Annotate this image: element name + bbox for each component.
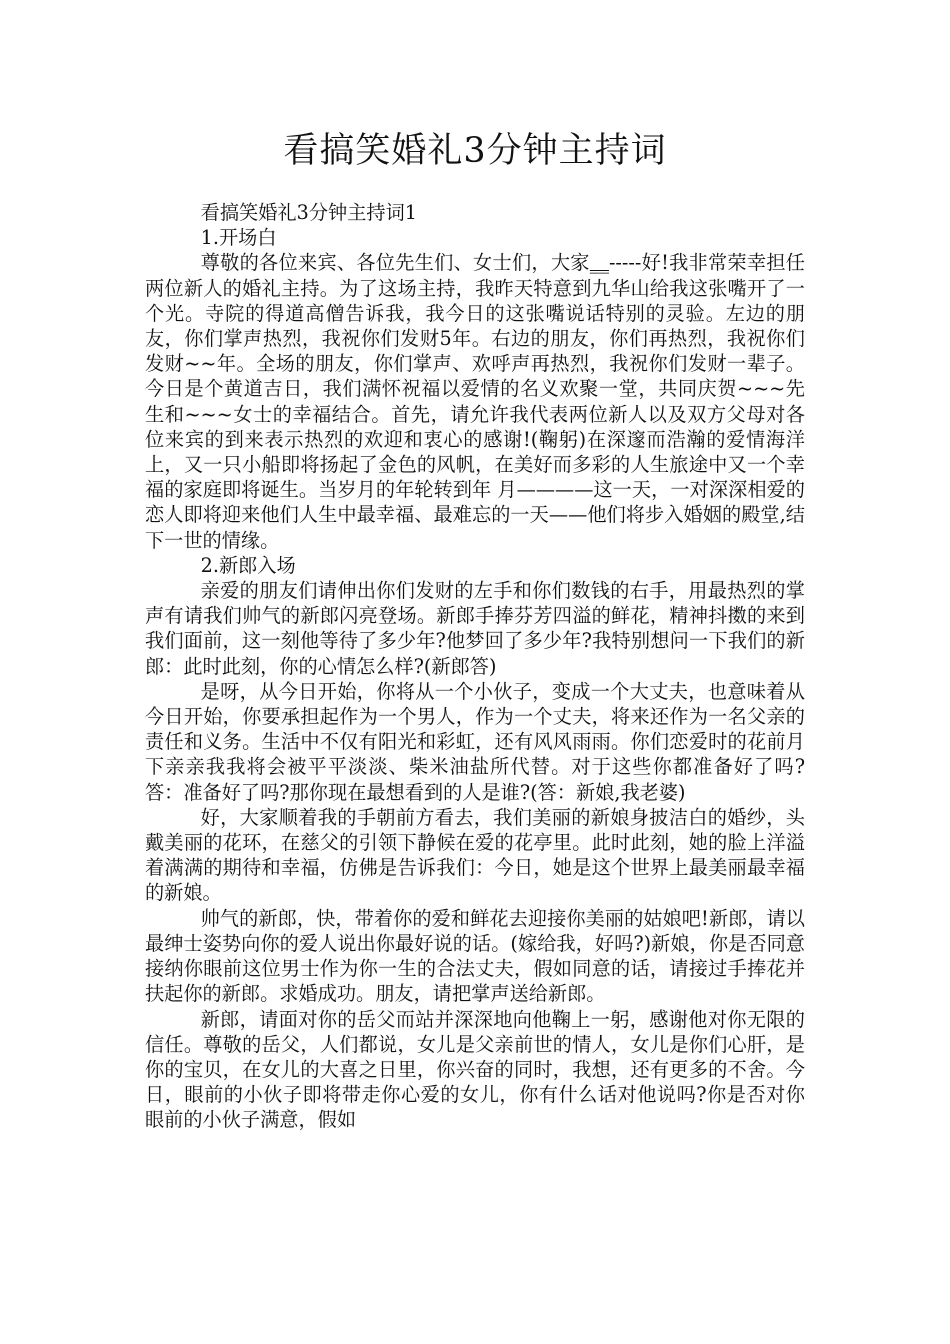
section-heading-opening: 1.开场白	[200, 226, 277, 250]
paragraph-bride-appearance: 好，大家顺着我的手朝前方看去，我们美丽的新娘身披洁白的婚纱，头戴美丽的花环，在慈父的引领下静候在爱的花亭里。此时此刻，她的脸上洋溢着满满的期待和幸福，仿佛是告诉我们：今日，她是这个世界上最美丽最幸福的新娘。	[145, 805, 805, 905]
document-body	[145, 200, 805, 1133]
document-subtitle: 看搞笑婚礼3分钟主持词1	[200, 201, 417, 224]
paragraph-proposal: 帅气的新郎，快，带着你的爱和鲜花去迎接你美丽的姑娘吧!新郎，请以最绅士姿势向你的爱人说出你最好说的话。(嫁给我，好吗?)新娘，你是否同意接纳你眼前这位男士作为你一生的合法丈夫，假如同意的话，请接过手捧花并扶起你的新郎。求婚成功。朋友，请把掌声送给新郎。	[145, 906, 805, 1006]
paragraph-opening-text-end: -----好!我非常荣幸担任两位新人的婚礼主持。为了这场主持，我昨天特意到九华山给我这张嘴开了一个光。寺院的得道高僧告诉我，我今日的这张嘴说话特别的灵验。左边的朋友，你们掌声热烈，我祝你们发财5年。右边的朋友，你们再热烈，我祝你们发财~~年。全场的朋友，你们掌声、欢呼声再热烈，我祝你们发财一辈子。今日是个黄道吉日，我们满怀祝福以爱情的名义欢聚一堂，共同庆贺~~~先生和~~~女士的幸福结合。首先，请允许我代表两位新人以及双方父母对各位来宾的到来表示热烈的欢迎和衷心的感谢!(鞠躬)在深邃而浩瀚的爱情海洋上，又一只小船即将扬起了金色的风帆，在美好而多彩的人生旅途中又一个幸福的家庭即将诞生。当岁月的年轮转到年 月————这一天，一对深深相爱的恋人即将迎来他们人生中最幸福、最难忘的一天——他们将步入婚姻的殿堂,结下一世的情缘。	[145, 251, 805, 552]
fill-in-blank: __	[589, 251, 609, 275]
paragraph-groom-responsibility: 是呀，从今日开始，你将从一个小伙子，变成一个大丈夫，也意味着从今日开始，你要承担起作为一个男人，作为一个丈夫，将来还作为一名父亲的责任和义务。生活中不仅有阳光和彩虹，还有风风雨雨。你们恋爱时的花前月下亲亲我我将会被平平淡淡、柴米油盐所代替。对于这些你都准备好了吗?答：准备好了吗?那你现在最想看到的人是谁?(答：新娘,我老婆)	[145, 679, 805, 804]
paragraph-father-in-law: 新郎，请面对你的岳父而站并深深地向他鞠上一躬，感谢他对你无限的信任。尊敬的岳父，人们都说，女儿是父亲前世的情人，女儿是你们心肝，是你的宝贝，在女儿的大喜之日里，你兴奋的同时，我想，还有更多的不舍。今日，眼前的小伙子即将带走你心爱的女儿，你有什么话对他说吗?你是否对你眼前的小伙子满意，假如	[145, 1007, 805, 1132]
document-title: 看搞笑婚礼3分钟主持词	[283, 131, 667, 171]
paragraph-opening	[145, 250, 805, 552]
paragraph-opening-text-start: 尊敬的各位来宾、各位先生们、女士们，大家	[200, 251, 590, 275]
section-heading-groom-entrance: 2.新郎入场	[200, 553, 296, 577]
paragraph-groom-entrance: 亲爱的朋友们请伸出你们发财的左手和你们数钱的右手，用最热烈的掌声有请我们帅气的新郎闪亮登场。新郎手捧芬芳四溢的鲜花，精神抖擞的来到我们面前，这一刻他等待了多少年?他梦回了多少年?我特别想问一下我们的新郎：此时此刻，你的心情怎么样?(新郎答)	[145, 579, 805, 678]
